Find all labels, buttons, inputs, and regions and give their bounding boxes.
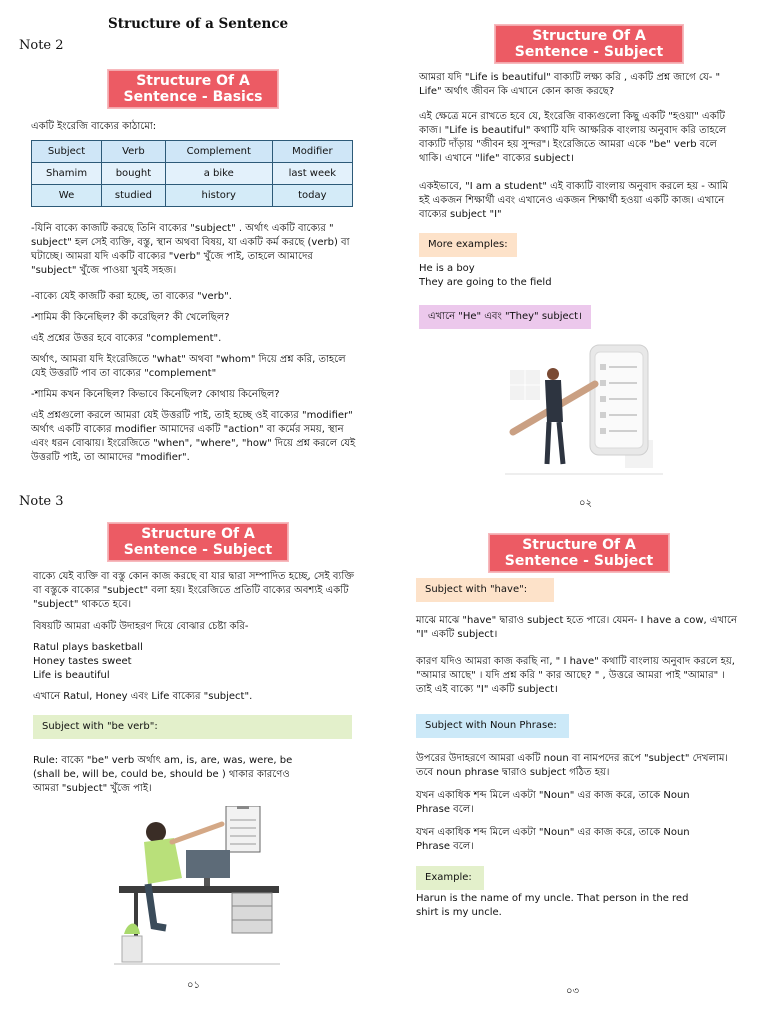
- example-label: Example:: [416, 866, 484, 890]
- man-at-desk-with-clipboard-illustration: [114, 806, 284, 971]
- p4-para-noun-phrase-definition-repeat: যখন একাধিক শব্দ মিলে একটা "Noun" এর কাজ করে, তাকে Noun Phrase বলে।: [416, 827, 690, 852]
- example-they-are-going: They are going to the field: [419, 277, 552, 288]
- subject-with-be-verb-label: Subject with "be verb":: [33, 715, 352, 739]
- example-he-is-a-boy: He is a boy: [419, 263, 475, 274]
- table-cell: studied: [102, 185, 166, 207]
- banner-line-1: Structure Of A: [522, 537, 636, 553]
- banner-basics: [107, 69, 279, 109]
- basics-para-question-1: -শামিম কী কিনেছিল? কী করেছিল? কী খেলেছিল?: [31, 312, 230, 323]
- page-number: ০২: [579, 498, 593, 509]
- basics-intro: একটি ইংরেজি বাক্যের কাঠামো:: [31, 121, 157, 132]
- p4-para-have: মাঝে মাঝে "have" দ্বারাও subject হতে পারে। যেমন- I have a cow, এখানে "I" একটি subject।: [416, 615, 737, 640]
- table-cell: We: [32, 185, 102, 207]
- subject-with-noun-phrase-label: Subject with Noun Phrase:: [416, 714, 569, 738]
- table-cell: a bike: [165, 163, 272, 185]
- table-cell: Verb: [102, 141, 166, 163]
- p2-para-be-verb: এই ক্ষেত্রে মনে রাখতে হবে যে, ইংরেজি বাক্যগুলো কিছু একটি "হওয়া" একটি কাজ। "Life is beautiful" কথাটি যদি আক্ষরিক বাংলায় অনুবাদ করি তাহলে বাক্যটি দাঁড়ায় "জীবন হয় সুন্দর"। ইংরেজিতে আমরা একে "be" verb বলে থাকি। এখানে "life" বাক্যের subject।: [419, 111, 727, 164]
- table-cell: last week: [272, 163, 352, 185]
- p3-para-subjects: এখানে Ratul, Honey এবং Life বাক্যের "subject".: [33, 691, 253, 702]
- table-row: [32, 141, 353, 163]
- page-number: ০১: [187, 980, 200, 991]
- example-ratul: Ratul plays basketball: [33, 642, 143, 653]
- table-cell: history: [165, 185, 272, 207]
- p4-para-noun-phrase: উপরের উদাহরণে আমরা একটি noun বা নামপদের রূপে "subject" দেখলাম। তবে noun phrase দ্বারাও subject গঠিত হয়।: [416, 753, 728, 778]
- banner-subject-p4: [488, 533, 670, 573]
- table-cell: today: [272, 185, 352, 207]
- note-2-label: Note 2: [19, 38, 64, 53]
- basics-para-question-2: -শামিম কখন কিনেছিল? কিভাবে কিনেছিল? কোথায় কিনেছিল?: [31, 389, 280, 400]
- table-row: [32, 185, 353, 207]
- banner-line-2: Sentence - Subject: [123, 542, 273, 558]
- table-cell: Complement: [165, 141, 272, 163]
- basics-para-complement: এই প্রশ্নের উত্তর হবে বাক্যের "complement".: [31, 333, 222, 344]
- example-honey: Honey tastes sweet: [33, 656, 132, 667]
- table-cell: Shamim: [32, 163, 102, 185]
- page-title: Structure of a Sentence: [108, 16, 289, 32]
- p3-para-definition: বাক্যে যেই ব্যক্তি বা বস্তু কোন কাজ করছে বা যার দ্বারা সম্পাদিত হচ্ছে, সেই ব্যক্তি বা বস্তুকে বাক্যের "subject" বলা হয়। ইংরেজিতে প্রতিটি বাক্যের অবশ্যই একটি "subject" থাকতে হবে।: [33, 571, 354, 610]
- banner-line-2: Sentence - Subject: [514, 44, 664, 60]
- banner-line-2: Sentence - Subject: [504, 553, 654, 569]
- p2-para-life: আমরা যদি "Life is beautiful" বাক্যটি লক্ষ্য করি , একটি প্রশ্ন জাগে যে- " Life" অর্থাৎ জীবন কি এখানে কোন কাজ করছে?: [419, 72, 721, 97]
- basics-para-verb: -বাক্যে যেই কাজটি করা হচ্ছে, তা বাক্যের "verb".: [31, 291, 232, 302]
- basics-para-subject: -যিনি বাক্যে কাজটি করছে তিনি বাক্যের "subject" . অর্থাৎ একটি বাক্যের " subject" হল সেই ব্যক্তি, বস্তু, স্থান অথবা বিষয়, যা একটি কর্ম করছে (verb) বা ঘটাচ্ছে। আমরা যদি একটি বাক্যের "verb" খুঁজে পাই, তাহলে আমাদের "subject" খুঁজে পাওয়া খুবই সহজ।: [31, 223, 350, 276]
- p4-example-harun: Harun is the name of my uncle. That person in the red shirt is my uncle.: [416, 893, 689, 918]
- table-cell: Subject: [32, 141, 102, 163]
- more-examples-label: More examples:: [419, 233, 517, 257]
- p4-para-noun-phrase-definition: যখন একাধিক শব্দ মিলে একটা "Noun" এর কাজ করে, তাকে Noun Phrase বলে।: [416, 790, 690, 815]
- example-life: Life is beautiful: [33, 670, 110, 681]
- note-3-label: Note 3: [19, 494, 64, 509]
- banner-subject-p3: [107, 522, 289, 562]
- banner-line-1: Structure Of A: [532, 28, 646, 44]
- p3-para-example-intro: বিষয়টি আমরা একটি উদাহরণ দিয়ে বোঝার চেষ্টা করি-: [33, 621, 249, 632]
- subject-with-have-label: Subject with "have":: [416, 578, 554, 602]
- he-they-subject-note: এখানে "He" এবং "They" subject।: [419, 305, 591, 329]
- table-cell: Modifier: [272, 141, 352, 163]
- banner-line-2: Sentence - Basics: [123, 89, 263, 105]
- banner-line-1: Structure Of A: [141, 526, 255, 542]
- banner-subject-p2: [494, 24, 684, 64]
- p4-para-i-have: কারণ যদিও আমরা কাজ করছি না, " I have" কথাটি বাংলায় অনুবাদ করলে হয়, "আমার আছে" । যদি প্রশ্ন করি " কার আছে? " , উত্তরে আমরা পাই "আমার" । তাই এই বাক্যে "I" একটি subject।: [416, 656, 735, 695]
- sentence-structure-table: [31, 140, 353, 207]
- woman-with-pencil-and-phone-illustration: [505, 340, 665, 480]
- basics-para-modifier: এই প্রশ্নগুলো করলে আমরা যেই উত্তরটি পাই, তাই হচ্ছে ওই বাক্যের "modifier" অর্থাৎ একটি বাক্যের modifier আমাদের একটি "action" বা কর্মের সময়, স্থান এবং ধরন বোঝায়। ইংরেজিতে "when", "where", "how" দিয়ে প্রশ্ন করলে যেই উত্তরটি পাই, তা আমাদের "modifier".: [31, 410, 356, 463]
- p3-be-verb-rule: Rule: বাক্যে "be" verb অর্থাৎ am, is, are, was, were, be (shall be, will be, could be, should be ) থাকার কারণেও আমরা "subject" খুঁজে পাই।: [33, 755, 293, 794]
- table-cell: bought: [102, 163, 166, 185]
- basics-para-what-whom: অর্থাৎ, আমরা যদি ইংরেজিতে "what" অথবা "whom" দিয়ে প্রশ্ন করি, তাহলে যেই উত্তরটি পাব তা বাক্যের "complement": [31, 354, 346, 379]
- page-number: ০৩: [566, 986, 580, 997]
- table-row: [32, 163, 353, 185]
- banner-line-1: Structure Of A: [136, 73, 250, 89]
- p2-para-student: একইভাবে, "I am a student" এই বাক্যটি বাংলায় অনুবাদ করলে হয় - আমি হই একজন শিক্ষার্থী এবং এখানেও একজন শিক্ষার্থী হওয়া একটি কাজ। এখানে বাক্যের subject "I": [419, 181, 729, 220]
